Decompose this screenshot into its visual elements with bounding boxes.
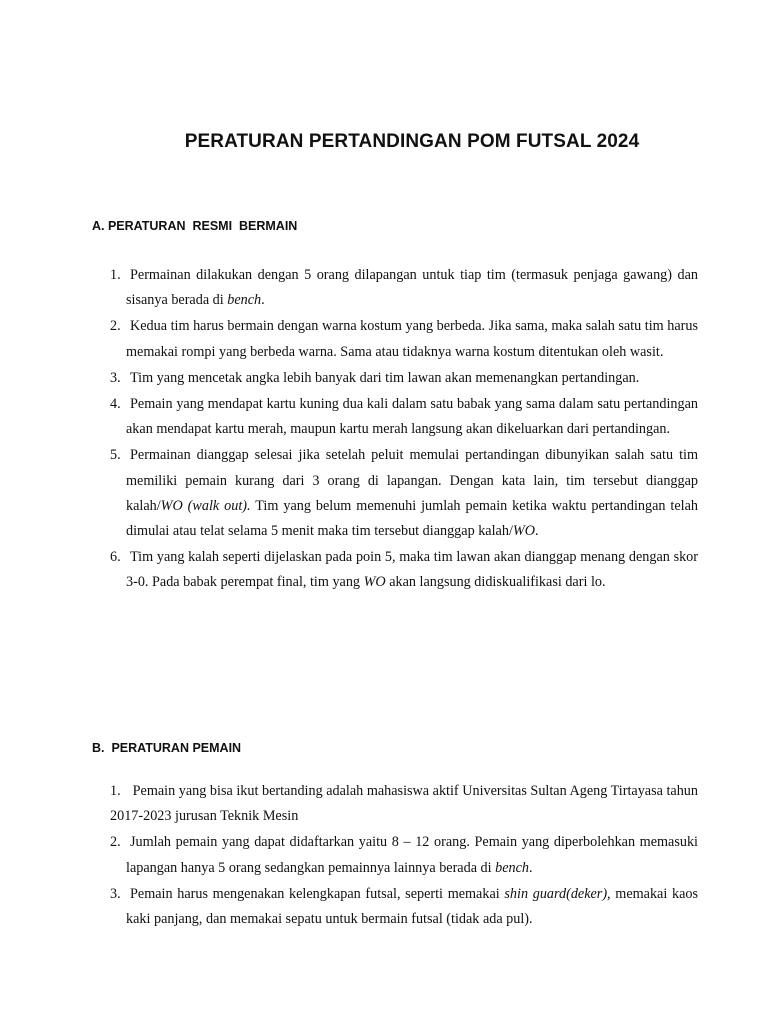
rule-item [110,314,698,364]
section-heading-b: B. PERATURAN PEMAIN [92,741,242,755]
rule-item [110,779,698,829]
rules-list-b [110,779,698,933]
rule-item [110,830,698,880]
rule-number: 1. [110,267,121,283]
italic-term: bench [227,292,262,309]
rule-item [110,545,698,595]
rule-text [126,267,698,308]
text-run: Permainan dilakukan dengan 5 orang dilapangan untuk tiap tim (termasuk penjaga gawang) dan sisanya berada di [126,267,698,309]
rule-item [110,392,698,442]
rule-text [110,783,698,824]
rule-item [110,882,698,932]
text-run: Tim yang mencetak angka lebih banyak dari tim lawan akan memenangkan pertandingan. [130,369,640,386]
rule-text [130,370,639,386]
italic-term: WO [512,523,535,540]
rule-text [126,886,698,927]
text-run: Pemain harus mengenakan kelengkapan futsal, seperti memakai [130,885,505,902]
text-run: Permainan dianggap selesai jika setelah peluit memulai pertandingan dibunyikan salah satu tim memiliki pemain kurang dari 3 orang di lapangan. Dengan kata lain, tim tersebut dianggap kalah/ [126,447,698,514]
rule-item [110,443,698,544]
text-run: . [529,859,533,876]
rule-text [126,396,698,437]
italic-term: WO [363,574,386,591]
rule-text [126,834,698,875]
rule-text [126,447,698,539]
rules-list-a [110,263,698,597]
section-heading-a: A. PERATURAN RESMI BERMAIN [92,219,298,233]
italic-term: shin guard(deker), [504,885,611,902]
text-run: Jumlah pemain yang dapat didaftarkan yaitu 8 – 12 orang. Pemain yang diperbolehkan memasuki lapangan hanya 5 orang sedangkan pemainnya lainnya berada di [126,834,698,876]
rule-text [126,549,698,590]
italic-term: WO (walk out). [160,497,251,514]
rule-number: 2. [110,834,121,851]
text-run: akan langsung didiskualifikasi dari lo. [385,574,606,591]
text-run: Pemain yang bisa ikut bertanding adalah mahasiswa aktif Universitas Sultan Ageng Tirtayasa tahun 2017-2023 jurusan Teknik Mesin [110,783,698,825]
text-run: Tim yang kalah seperti dijelaskan pada poin 5, maka tim lawan akan dianggap menang dengan skor 3-0. Pada babak perempat final, tim yang [126,549,698,591]
rule-text [126,318,698,359]
rule-number: 6. [110,549,121,566]
rule-number: 2. [110,318,121,335]
text-run: Kedua tim harus bermain dengan warna kostum yang berbeda. Jika sama, maka salah satu tim harus memakai rompi yang berbeda warna. Sama atau tidaknya warna kostum ditentukan oleh wasit. [126,318,698,360]
text-run: . [534,523,539,540]
rule-item [110,366,698,391]
rule-number: 3. [110,885,121,902]
rule-item [110,263,698,313]
italic-term: bench [495,859,530,876]
text-run: Tim yang belum memenuhi jumlah pemain ketika waktu pertandingan telah dimulai atau telat selama 5 menit maka tim tersebut dianggap kalah/ [126,497,698,540]
rule-number: 5. [110,447,121,464]
text-run: . [261,292,265,309]
rule-number: 3. [110,369,121,386]
rule-number: 4. [110,396,121,413]
text-run: Pemain yang mendapat kartu kuning dua kali dalam satu babak yang sama dalam satu pertandingan akan mendapat kartu merah, maupun kartu merah langsung akan dikeluarkan dari pertandingan. [126,396,698,438]
document-title: PERATURAN PERTANDINGAN POM FUTSAL 2024 [184,131,640,152]
text-run: memakai kaos kaki panjang, dan memakai sepatu untuk bermain futsal (tidak ada pul). [126,885,698,928]
rule-number: 1. [110,783,121,799]
